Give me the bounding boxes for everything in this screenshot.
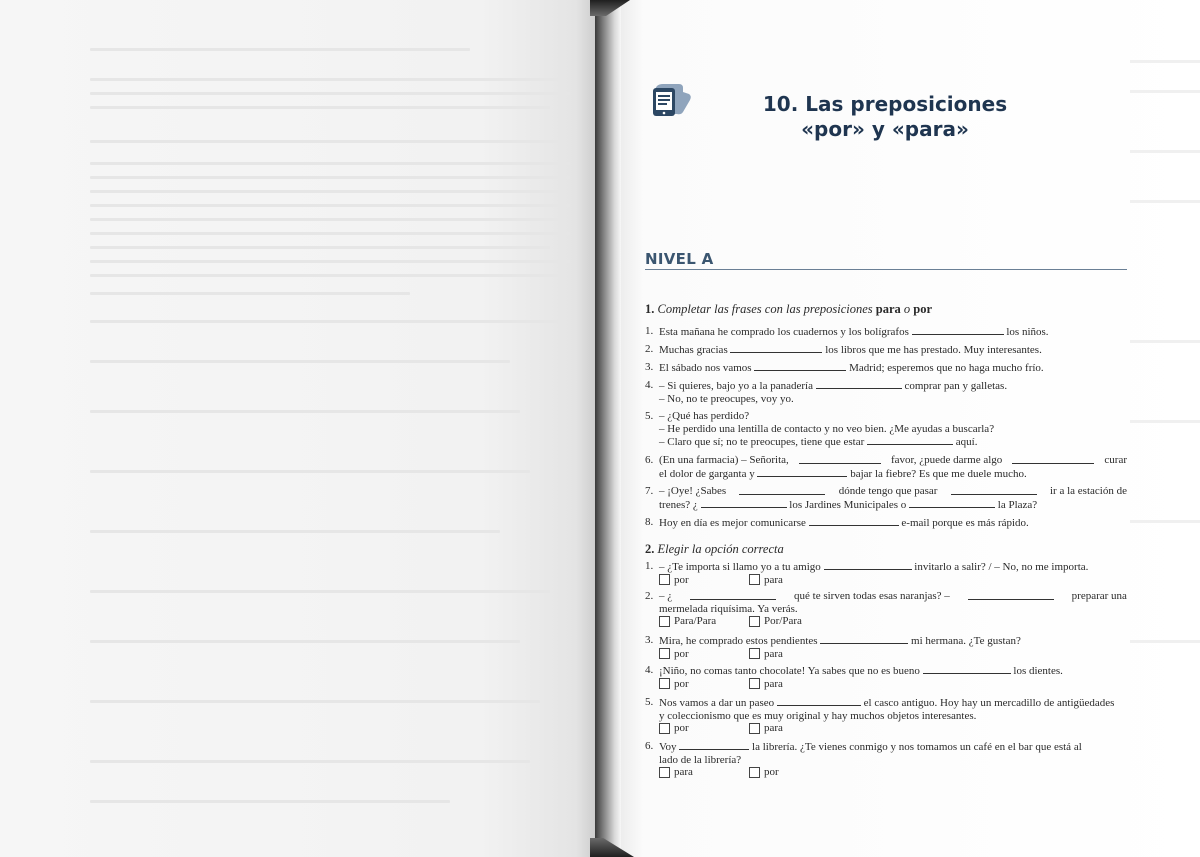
item-text: Mira, he comprado estos pendientes — [659, 635, 818, 647]
option-checkbox[interactable] — [659, 648, 749, 661]
exercise-instruction: Completar las frases con las preposiciones — [657, 302, 873, 316]
connector: o — [903, 302, 911, 316]
level-label: NIVEL A — [645, 250, 714, 268]
item-text: bajar la fiebre? Es que me duele mucho. — [850, 467, 1027, 480]
checkbox-icon[interactable] — [659, 767, 670, 778]
option-label: para — [764, 647, 783, 660]
book-spine — [595, 0, 621, 857]
option-label: por — [674, 647, 689, 660]
item-number: 5. — [645, 410, 654, 422]
answer-blank[interactable] — [951, 485, 1037, 495]
item-number: 4. — [645, 664, 654, 676]
item-text: curar — [1104, 454, 1127, 466]
item-text: los dientes. — [1013, 665, 1063, 677]
item-number: 1. — [645, 325, 654, 337]
chapter-title-line-2: «por» y «para» — [801, 117, 969, 141]
item-text: el casco antiguo. Hoy hay un mercadillo de antigüedades — [863, 697, 1115, 709]
checkbox-icon[interactable] — [749, 723, 760, 734]
answer-blank[interactable] — [816, 379, 902, 389]
option-label: por — [764, 766, 779, 778]
item-text: – ¿Qué has perdido? — [659, 410, 750, 422]
item-text: el dolor de garganta y — [659, 467, 755, 480]
answer-blank[interactable] — [799, 454, 881, 464]
keyword: por — [913, 302, 933, 316]
item-text: – No, no te preocupes, voy yo. — [659, 392, 794, 405]
item-number: 4. — [645, 379, 654, 391]
keyword: para — [875, 302, 901, 316]
item-text: los libros que me has prestado. Muy interesantes. — [825, 344, 1042, 356]
item-text: y coleccionismo que es muy original y hay muchos objetos interesantes. — [659, 709, 977, 722]
item-number: 8. — [645, 516, 654, 528]
item-number: 1. — [645, 560, 654, 572]
answer-blank[interactable] — [739, 485, 825, 495]
item-text: la librería. ¿Te vienes conmigo y nos tomamos un café en el bar que está al — [752, 741, 1082, 753]
item-text: Nos vamos a dar un paseo — [659, 697, 775, 709]
option-label: para — [764, 573, 783, 586]
answer-blank[interactable] — [968, 590, 1054, 600]
item-number: 5. — [645, 696, 654, 708]
item-text: mermelada riquísima. Ya verás. — [659, 602, 798, 615]
option-checkbox[interactable] — [749, 766, 839, 779]
item-text: El sábado nos vamos — [659, 362, 752, 374]
checkbox-icon[interactable] — [749, 767, 760, 778]
option-label: para — [764, 722, 783, 734]
item-number: 2. — [645, 590, 654, 602]
answer-blank[interactable] — [701, 498, 787, 508]
checkbox-icon[interactable] — [659, 723, 670, 734]
answer-blank[interactable] — [754, 361, 846, 371]
item-text: – He perdido una lentilla de contacto y no veo bien. ¿Me ayudas a buscarla? — [659, 422, 995, 435]
item-text: – ¿ — [659, 590, 673, 602]
item-text: comprar pan y galletas. — [904, 380, 1008, 392]
item-number: 2. — [645, 343, 654, 355]
option-checkbox[interactable] — [749, 648, 839, 661]
item-text: aquí. — [955, 436, 978, 448]
chapter-title — [700, 92, 1070, 142]
answer-blank[interactable] — [809, 516, 899, 526]
option-checkbox[interactable] — [749, 615, 839, 628]
level-heading — [645, 250, 1127, 270]
item-text: mi hermana. ¿Te gustan? — [911, 635, 1021, 647]
answer-blank[interactable] — [1012, 454, 1094, 464]
option-checkbox[interactable] — [749, 678, 839, 691]
item-text: dónde tengo que pasar — [838, 485, 938, 497]
answer-blank[interactable] — [867, 435, 953, 445]
item-text: – Si quieres, bajo yo a la panadería — [659, 380, 813, 392]
answer-blank[interactable] — [730, 343, 822, 353]
item-text: los niños. — [1006, 326, 1049, 338]
option-label: para — [764, 677, 783, 690]
item-number: 3. — [645, 634, 654, 646]
item-text: ir a la estación de — [1050, 485, 1127, 497]
item-number: 7. — [645, 485, 654, 497]
item-text: los Jardines Municipales o — [789, 498, 907, 511]
item-number: 6. — [645, 740, 654, 752]
checkbox-icon[interactable] — [749, 574, 760, 585]
item-text: (En una farmacia) – Señorita, — [659, 454, 789, 466]
answer-blank[interactable] — [690, 590, 776, 600]
option-label: por — [674, 573, 689, 586]
answer-blank[interactable] — [757, 467, 847, 477]
answer-blank[interactable] — [824, 560, 912, 570]
option-checkbox[interactable] — [749, 722, 839, 735]
item-text: Muchas gracias — [659, 344, 728, 356]
checkbox-icon[interactable] — [659, 678, 670, 689]
exercise-instruction: Elegir la opción correcta — [657, 542, 784, 556]
option-label: Para/Para — [674, 615, 717, 627]
item-text: favor, ¿puede darme algo — [890, 454, 1003, 466]
option-label: para — [674, 766, 693, 778]
answer-blank[interactable] — [679, 740, 749, 750]
item-text: preparar una — [1071, 590, 1127, 602]
item-text: invitarlo a salir? / – No, no me importa. — [914, 561, 1089, 573]
tablet-hand-icon — [645, 78, 693, 120]
exercise-2-title — [645, 542, 784, 557]
option-label: Por/Para — [764, 615, 802, 627]
item-text: trenes? ¿ — [659, 498, 698, 511]
option-checkbox[interactable] — [659, 722, 749, 735]
exercise-number: 2. — [645, 542, 655, 556]
item-text: e-mail porque es más rápido. — [901, 517, 1029, 529]
item-text: la Plaza? — [997, 498, 1038, 511]
item-text: Hoy en día es mejor comunicarse — [659, 517, 806, 529]
option-label: por — [674, 677, 689, 690]
item-text: Madrid; esperemos que no haga mucho frío. — [849, 362, 1044, 374]
option-checkbox[interactable] — [749, 574, 839, 587]
answer-blank[interactable] — [912, 325, 1004, 335]
item-text: – ¡Oye! ¿Sabes — [659, 485, 727, 497]
answer-blank[interactable] — [777, 696, 861, 706]
item-text: lado de la librería? — [659, 753, 742, 766]
exercise-number: 1. — [645, 302, 655, 316]
chapter-title-line-1: 10. Las preposiciones — [762, 92, 1008, 116]
item-text: qué te sirven todas esas naranjas? – — [794, 590, 950, 602]
item-text: ¡Niño, no comas tanto chocolate! Ya sabes que no es bueno — [659, 665, 920, 677]
option-checkbox[interactable] — [659, 574, 749, 587]
item-number: 6. — [645, 454, 654, 466]
option-checkbox[interactable] — [659, 678, 749, 691]
option-checkbox[interactable] — [659, 615, 749, 628]
checkbox-icon[interactable] — [659, 648, 670, 659]
item-text: Esta mañana he comprado los cuadernos y los bolígrafos — [659, 326, 909, 338]
checkbox-icon[interactable] — [659, 616, 670, 627]
checkbox-icon[interactable] — [749, 678, 760, 689]
item-text: – Claro que sí; no te preocupes, tiene que estar — [659, 436, 865, 448]
option-label: por — [674, 722, 689, 734]
item-number: 3. — [645, 361, 654, 373]
option-checkbox[interactable] — [659, 766, 749, 779]
answer-blank[interactable] — [820, 634, 908, 644]
answer-blank[interactable] — [909, 498, 995, 508]
checkbox-icon[interactable] — [749, 616, 760, 627]
answer-blank[interactable] — [923, 664, 1011, 674]
exercise-1-title — [645, 302, 932, 317]
checkbox-icon[interactable] — [749, 648, 760, 659]
item-text: – ¿Te importa si llamo yo a tu amigo — [659, 561, 821, 573]
item-text: Voy — [659, 741, 677, 753]
checkbox-icon[interactable] — [659, 574, 670, 585]
